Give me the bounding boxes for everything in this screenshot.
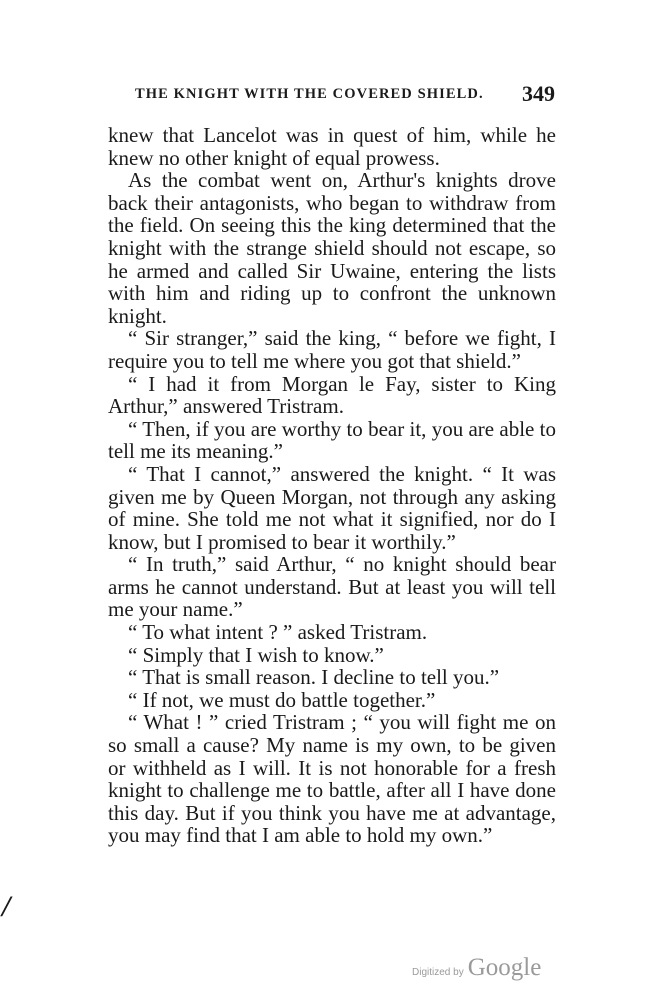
margin-pencil-mark: /: [2, 890, 11, 923]
running-header: [135, 81, 555, 106]
paragraph: “ I had it from Morgan le Fay, sister to King Arthur,” answered Tristram.: [108, 371, 556, 419]
paragraph: As the combat went on, Arthur's knights drove back their antagonists, who began to withdraw from the field. On seeing this the king determined that the knight with the strange shield should not escape, so he armed and called Sir Uwaine, entering the lists with him and riding up to confront the unknown knight.: [108, 168, 556, 328]
paragraph: “ That I cannot,” answered the knight. “ It was given me by Queen Morgan, not through any asking of mine. She told me not what it signified, nor do I know, but I promised to bear it worthily.”: [108, 461, 556, 554]
paragraph: “ That is small reason. I decline to tell you.”: [128, 665, 500, 690]
paragraph: “ To what intent ? ” asked Tristram.: [128, 620, 428, 645]
watermark-brand: Google: [467, 954, 542, 981]
paragraph: “ Sir stranger,” said the king, “ before we fight, I require you to tell me where you got that shield.”: [108, 326, 556, 373]
paragraph: “ Simply that I wish to know.”: [128, 642, 384, 667]
running-title: THE KNIGHT WITH THE COVERED SHIELD.: [135, 86, 484, 102]
paragraph: knew that Lancelot was in quest of him, while he knew no other knight of equal prowess.: [108, 123, 556, 170]
paragraph: “ Then, if you are worthy to bear it, you are able to tell me its meaning.”: [108, 416, 556, 464]
paragraph: “ In truth,” said Arthur, “ no knight should bear arms he cannot understand. But at least you will tell me your name.”: [108, 552, 556, 622]
page-body: [108, 124, 556, 847]
paragraph: “ If not, we must do battle together.”: [128, 687, 436, 712]
page-number: 349: [522, 81, 555, 106]
watermark-prefix: Digitized by: [412, 967, 464, 978]
digitized-watermark: [412, 954, 541, 982]
paragraph: “ What ! ” cried Tristram ; “ you will fight me on so small a cause? My name is my own, to be given or withheld as I will. It is not honorable for a fresh knight to challenge me to battle, after all I have done this day. But if you think you have me at advantage, you may find that I am able to hold my own.”: [108, 710, 556, 848]
